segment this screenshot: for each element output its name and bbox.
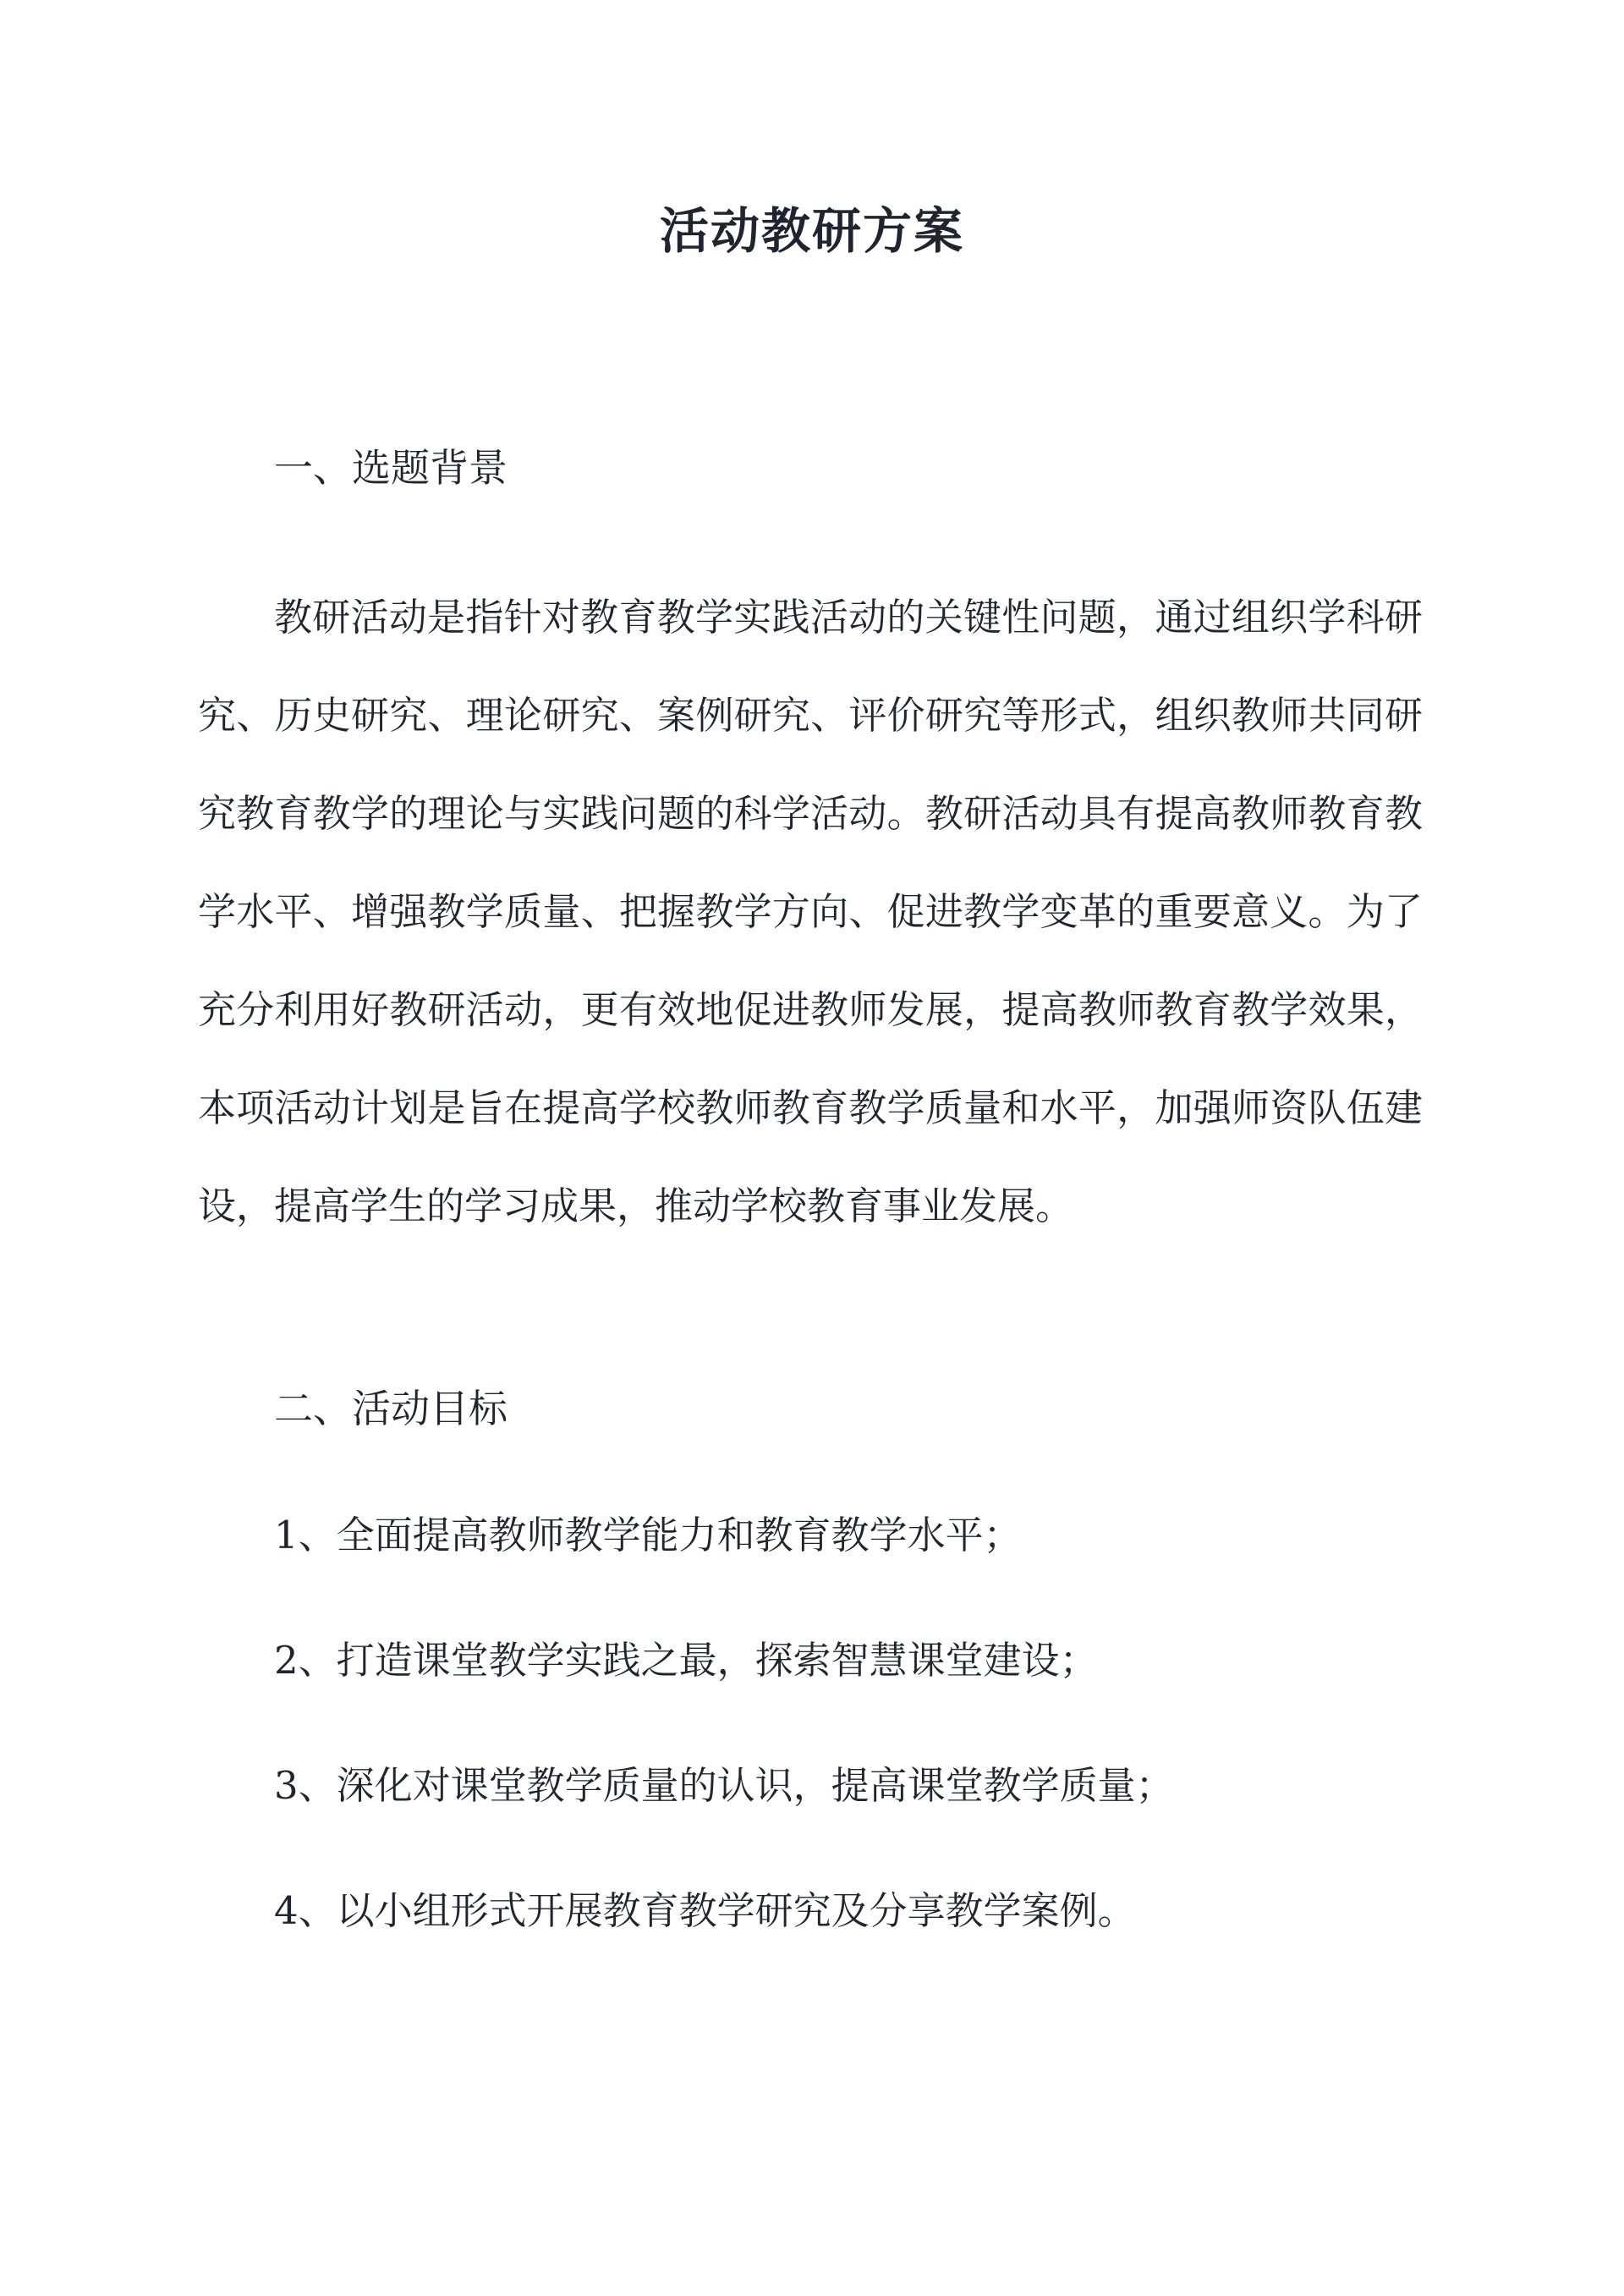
section-heading-goals: 二、活动目标 — [274, 1386, 508, 1431]
goal-item-3: 3、深化对课堂教学质量的认识，提高课堂教学质量； — [274, 1763, 1174, 1808]
goals-list — [274, 1506, 1423, 2007]
background-section-body — [198, 569, 1423, 1254]
goal-item-4: 4、以小组形式开展教育教学研究及分享教学案例。 — [274, 1888, 1136, 1933]
background-paragraph: 教研活动是指针对教育教学实践活动的关键性问题，通过组织学科研究、历史研究、理论研究、案例研究、评价研究等形式，组织教师共同研究教育教学的理论与实践问题的科学活动。教研活动具有提高教师教育教学水平、增强教学质量、把握教学方向、促进教学变革的重要意义。为了充分利用好教研活动，更有效地促进教师发展，提高教师教育教学效果，本项活动计划是旨在提高学校教师教育教学质量和水平，加强师资队伍建设，提高学生的学习成果，推动学校教育事业发展。 — [198, 595, 1423, 1228]
document-title: 活动教研方案 — [659, 202, 964, 260]
section-heading-background: 一、选题背景 — [274, 445, 508, 491]
goal-item-1: 1、全面提高教师教学能力和教育教学水平； — [274, 1513, 1022, 1557]
goal-item-2: 2、打造课堂教学实践之最，探索智慧课堂建设； — [274, 1638, 1098, 1683]
